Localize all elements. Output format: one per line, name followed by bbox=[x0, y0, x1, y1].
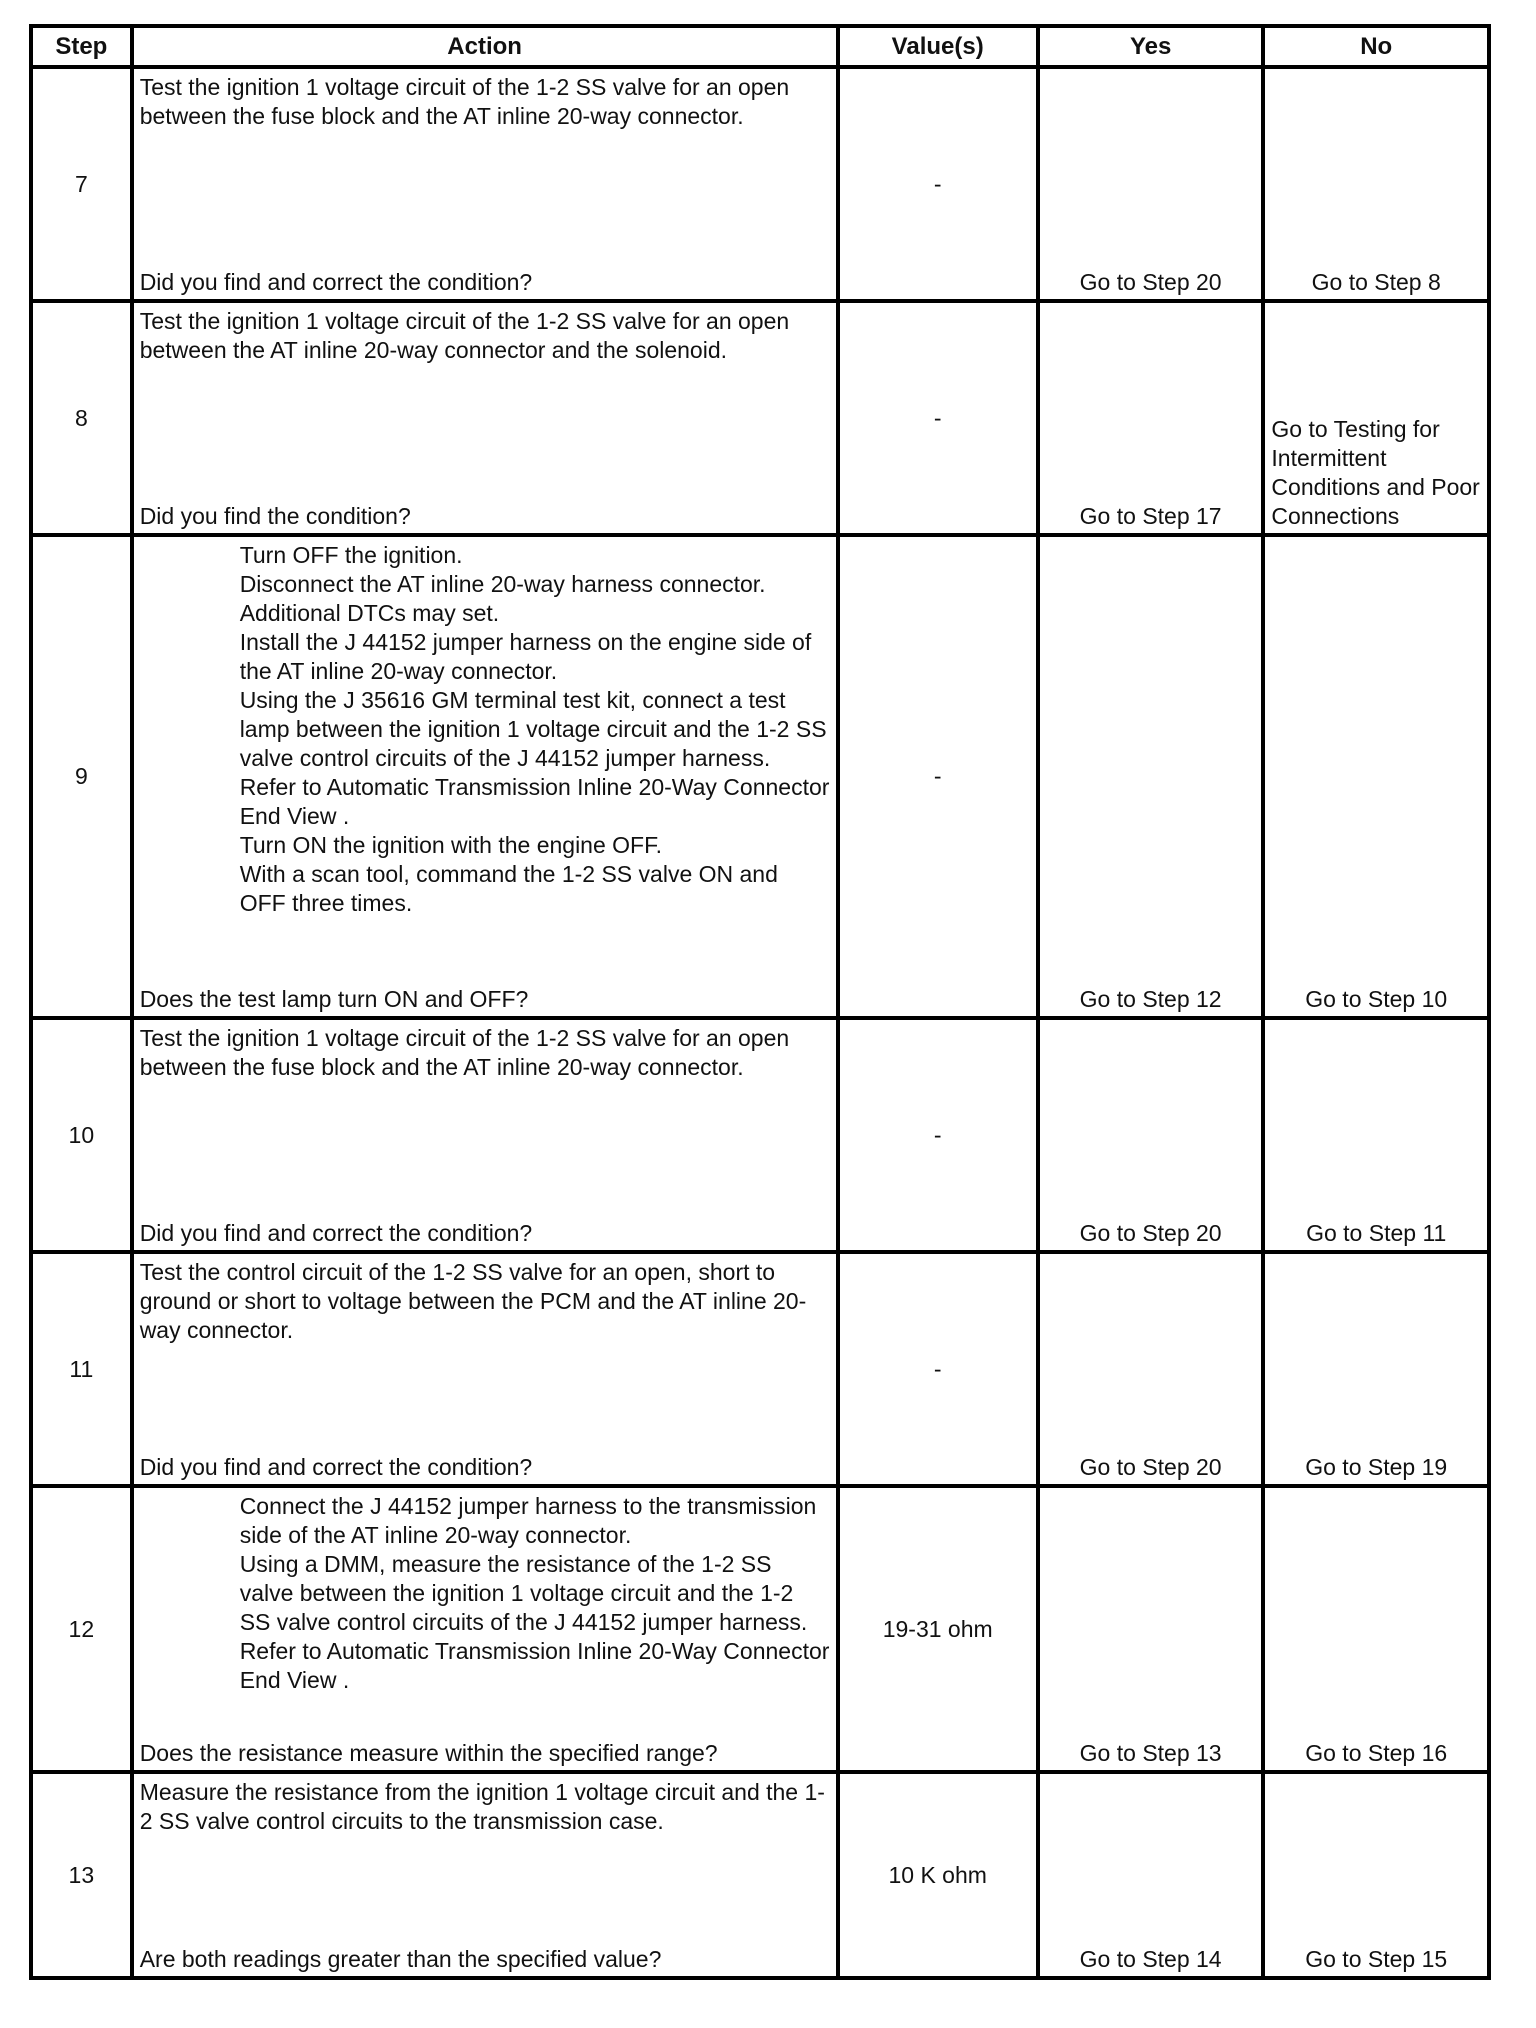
action-question: Does the resistance measure within the specified range? bbox=[139, 1740, 718, 1766]
action-step-item: Turn ON the ignition with the engine OFF. bbox=[239, 832, 662, 858]
yes-cell bbox=[1038, 535, 1264, 1018]
step-number: 8 bbox=[31, 301, 132, 535]
action-text: Test the ignition 1 voltage circuit of the 1-2 SS valve for an open between the fuse block and the AT inline 20-way connector. bbox=[139, 1025, 790, 1080]
action-cell bbox=[132, 301, 838, 535]
value-cell: - bbox=[838, 67, 1038, 301]
action-step-item: Turn OFF the ignition. bbox=[239, 542, 463, 568]
no-cell bbox=[1263, 1252, 1489, 1486]
step-number: 12 bbox=[31, 1486, 132, 1772]
action-step-item: With a scan tool, command the 1-2 SS valve ON and OFF three times. bbox=[239, 861, 778, 916]
action-steps bbox=[140, 537, 830, 918]
no-cell bbox=[1263, 535, 1489, 1018]
no-cell bbox=[1263, 1018, 1489, 1252]
no-action-link: Go to Step 19 bbox=[1305, 1454, 1448, 1480]
no-action-link: Go to Step 10 bbox=[1305, 986, 1448, 1012]
yes-action-link: Go to Step 20 bbox=[1079, 1220, 1222, 1246]
step-number: 11 bbox=[31, 1252, 132, 1486]
action-cell bbox=[132, 1772, 838, 1978]
action-question: Are both readings greater than the specified value? bbox=[139, 1946, 662, 1972]
header-action: Action bbox=[132, 26, 838, 67]
header-values: Value(s) bbox=[838, 26, 1038, 67]
action-question: Did you find the condition? bbox=[139, 503, 411, 529]
yes-cell bbox=[1038, 1486, 1264, 1772]
table-row bbox=[31, 1486, 1489, 1772]
action-steps bbox=[140, 1488, 830, 1695]
header-step: Step bbox=[31, 26, 132, 67]
action-step-item: Connect the J 44152 jumper harness to the transmission side of the AT inline 20-way connector. bbox=[239, 1493, 817, 1548]
yes-cell bbox=[1038, 301, 1264, 535]
action-question: Did you find and correct the condition? bbox=[139, 269, 533, 295]
action-text: Test the control circuit of the 1-2 SS valve for an open, short to ground or short to voltage between the PCM and the AT inline 20-way connector. bbox=[139, 1259, 807, 1343]
action-question: Does the test lamp turn ON and OFF? bbox=[139, 986, 529, 1012]
value-cell: - bbox=[838, 1018, 1038, 1252]
value-cell: - bbox=[838, 1252, 1038, 1486]
yes-action-link: Go to Step 12 bbox=[1079, 986, 1222, 1012]
table-row bbox=[31, 1018, 1489, 1252]
no-action-link: Go to Step 15 bbox=[1305, 1946, 1448, 1972]
header-no: No bbox=[1263, 26, 1489, 67]
action-cell bbox=[132, 1486, 838, 1772]
yes-cell bbox=[1038, 1018, 1264, 1252]
no-action-link: Go to Step 16 bbox=[1305, 1740, 1448, 1766]
action-cell bbox=[132, 67, 838, 301]
action-question: Did you find and correct the condition? bbox=[139, 1220, 533, 1246]
step-number: 10 bbox=[31, 1018, 132, 1252]
action-cell bbox=[132, 1252, 838, 1486]
yes-cell bbox=[1038, 1772, 1264, 1978]
action-step-item: Refer to Automatic Transmission Inline 20-Way Connector End View . bbox=[239, 774, 830, 829]
action-step-item: Refer to Automatic Transmission Inline 20-Way Connector End View . bbox=[239, 1638, 830, 1693]
table-row bbox=[31, 301, 1489, 535]
action-step-item: Using a DMM, measure the resistance of the 1-2 SS valve between the ignition 1 voltage circuit and the 1-2 SS valve control circuits of the J 44152 jumper harness. bbox=[239, 1551, 808, 1635]
header-row bbox=[31, 26, 1489, 67]
yes-action-link: Go to Step 17 bbox=[1079, 503, 1222, 529]
table-row bbox=[31, 1252, 1489, 1486]
action-text: Test the ignition 1 voltage circuit of the 1-2 SS valve for an open between the fuse block and the AT inline 20-way connector. bbox=[139, 74, 790, 129]
action-step-item: Install the J 44152 jumper harness on the engine side of the AT inline 20-way connector. bbox=[239, 629, 812, 684]
action-question: Did you find and correct the condition? bbox=[139, 1454, 533, 1480]
table-row bbox=[31, 535, 1489, 1018]
yes-action-link: Go to Step 14 bbox=[1079, 1946, 1222, 1972]
no-cell bbox=[1263, 301, 1489, 535]
header-yes: Yes bbox=[1038, 26, 1264, 67]
step-number: 13 bbox=[31, 1772, 132, 1978]
no-action-link: Go to Step 11 bbox=[1306, 1220, 1447, 1246]
value-cell: 19-31 ohm bbox=[838, 1486, 1038, 1772]
diagnostic-table bbox=[29, 24, 1491, 1980]
yes-action-link: Go to Step 13 bbox=[1079, 1740, 1222, 1766]
action-step-item: Disconnect the AT inline 20-way harness connector. Additional DTCs may set. bbox=[239, 571, 766, 626]
table-row bbox=[31, 67, 1489, 301]
no-action-link: Go to Step 8 bbox=[1311, 269, 1441, 295]
step-number: 7 bbox=[31, 67, 132, 301]
no-action-link: Go to Testing for Intermittent Conditions and Poor Connections bbox=[1271, 416, 1480, 529]
action-cell bbox=[132, 1018, 838, 1252]
action-text: Measure the resistance from the ignition 1 voltage circuit and the 1-2 SS valve control circuits to the transmission case. bbox=[139, 1779, 825, 1834]
no-cell bbox=[1263, 67, 1489, 301]
yes-action-link: Go to Step 20 bbox=[1079, 1454, 1222, 1480]
yes-cell bbox=[1038, 67, 1264, 301]
step-number: 9 bbox=[31, 535, 132, 1018]
no-cell bbox=[1263, 1486, 1489, 1772]
yes-action-link: Go to Step 20 bbox=[1079, 269, 1222, 295]
action-text: Test the ignition 1 voltage circuit of the 1-2 SS valve for an open between the AT inline 20-way connector and the solenoid. bbox=[139, 308, 790, 363]
value-cell: - bbox=[838, 301, 1038, 535]
no-cell bbox=[1263, 1772, 1489, 1978]
value-cell: - bbox=[838, 535, 1038, 1018]
action-step-item: Using the J 35616 GM terminal test kit, connect a test lamp between the ignition 1 voltage circuit and the 1-2 SS valve control circuits of the J 44152 jumper harness. bbox=[239, 687, 827, 771]
action-cell bbox=[132, 535, 838, 1018]
table-row bbox=[31, 1772, 1489, 1978]
value-cell: 10 K ohm bbox=[838, 1772, 1038, 1978]
yes-cell bbox=[1038, 1252, 1264, 1486]
